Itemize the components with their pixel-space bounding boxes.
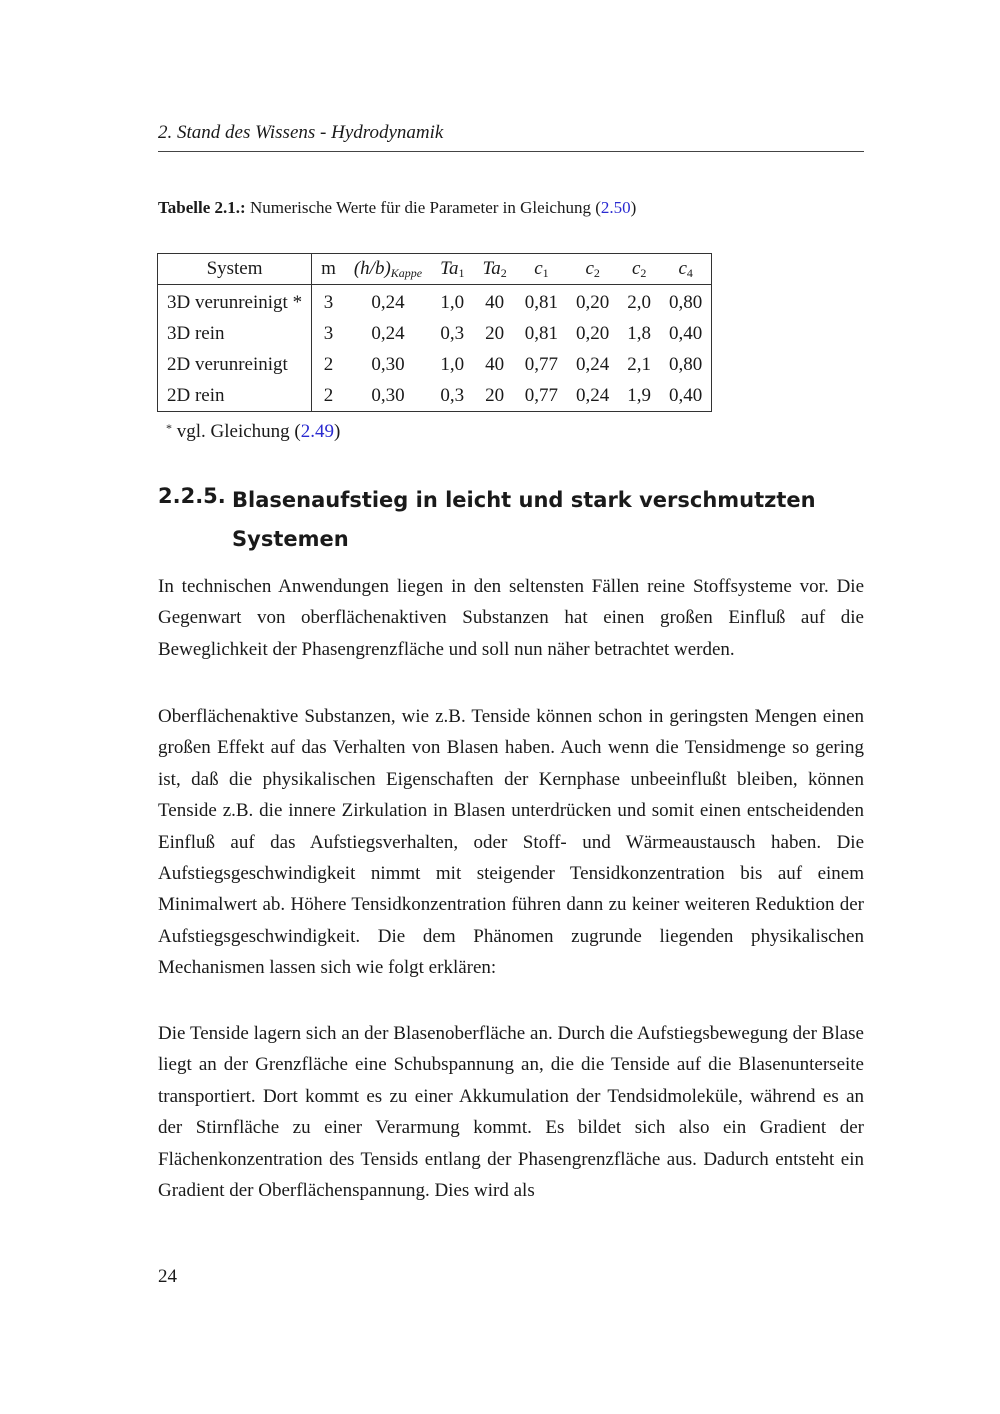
- header-hb-kappe: $(h/b)_{Kappe}$: [345, 254, 431, 285]
- footnote-mark: *: [166, 421, 172, 435]
- header-c4: $c_4$: [660, 254, 712, 285]
- cell-system: 2D rein: [158, 380, 312, 412]
- cell-hb: 0,24: [371, 291, 405, 313]
- section-heading-line2: Systemen: [232, 527, 349, 551]
- cell-c2a: 0,24: [576, 384, 610, 406]
- header-c1: $c_1$: [516, 254, 567, 285]
- cell-ta1: 0,3: [440, 384, 465, 406]
- cell-c4: 0,80: [669, 291, 703, 313]
- cell-ta1: 1,0: [440, 291, 465, 313]
- cell-m: 2: [323, 384, 334, 406]
- section-heading-line1: Blasenaufstieg in leicht und stark verschmutzten: [232, 488, 816, 512]
- cell-ta2: 20: [485, 322, 505, 344]
- page-number: 24: [158, 1266, 177, 1287]
- cell-c4: 0,40: [669, 384, 703, 406]
- table-row: [158, 380, 712, 412]
- header-rule: [158, 151, 864, 152]
- cell-c4: 0,40: [669, 322, 703, 344]
- header-c2a: $c_2$: [567, 254, 618, 285]
- cell-c2a: 0,24: [576, 353, 610, 375]
- cell-hb: 0,30: [371, 353, 405, 375]
- cell-c2a: 0,20: [576, 322, 610, 344]
- footnote-reference-link[interactable]: 2.49: [300, 421, 335, 442]
- header-m: m: [312, 254, 345, 285]
- section-number: 2.2.5.: [158, 484, 226, 508]
- cell-m: 3: [323, 322, 334, 344]
- table-caption: [158, 196, 864, 220]
- cell-hb: 0,24: [371, 322, 405, 344]
- cell-ta2: 40: [485, 353, 505, 375]
- cell-ta1: 0,3: [440, 322, 465, 344]
- header-ta2: $Ta_2$: [473, 254, 515, 285]
- cell-c2b: 1,8: [627, 322, 652, 344]
- table-row: [158, 318, 712, 349]
- footnote-text: vgl. Gleichung (: [172, 421, 301, 442]
- table-footnote: [166, 416, 340, 444]
- cell-c1: 0,77: [524, 384, 559, 406]
- cell-ta1: 1,0: [440, 353, 465, 375]
- running-header: 2. Stand des Wissens - Hydrodynamik: [158, 122, 444, 143]
- cell-c4: 0,80: [669, 353, 703, 375]
- table-row: [158, 349, 712, 380]
- cell-m: 2: [323, 353, 334, 375]
- body-paragraph-1: In technischen Anwendungen liegen in den seltensten Fällen reine Stoffsysteme vor. Die Gegenwart von oberflächenaktiven Substanzen hat einen großen Einfluß auf die Beweglichkeit der Phasengrenzfläche und soll nun näher betrachtet werden.: [158, 576, 864, 660]
- cell-ta2: 40: [485, 291, 505, 313]
- header-system: System: [158, 254, 312, 285]
- cell-hb: 0,30: [371, 384, 405, 406]
- equation-reference-link[interactable]: 2.50: [600, 198, 631, 217]
- parameter-table: [157, 253, 712, 412]
- table-caption-label: Tabelle 2.1.:: [158, 198, 246, 217]
- cell-c1: 0,81: [524, 291, 559, 313]
- header-c2b: $c_2$: [618, 254, 660, 285]
- footnote-close: ): [334, 421, 341, 442]
- cell-m: 3: [323, 291, 334, 313]
- table-caption-text: Numerische Werte für die Parameter in Gleichung (: [249, 198, 601, 217]
- cell-system: 3D rein: [158, 318, 312, 349]
- cell-c1: 0,77: [524, 353, 559, 375]
- header-ta1: $Ta_1$: [431, 254, 473, 285]
- body-paragraph-2: Oberflächenaktive Substanzen, wie z.B. Tenside können schon in geringsten Mengen einen großen Effekt auf das Verhalten von Blasen haben. Auch wenn die Tensidmenge so gering ist, daß die physikalischen Eigenschaften der Kernphase unbeeinflußt bleiben, können Tenside z.B. die innere Zirkulation in Blasen unterdrücken und somit einen entscheidenden Einfluß auf das Aufstiegsverhalten, oder Stoff- und Wärmeaustausch haben. Die Aufstiegsgeschwindigkeit nimmt mit steigender Tensidkonzentration bis auf einem Minimalwert ab. Höhere Tensidkonzentration führen dann zu keiner weiteren Reduktion der Aufstiegsgeschwindigkeit. Die dem Phänomen zugrunde liegenden physikalischen Mechanismen lassen sich wie folgt erklären:: [158, 706, 864, 979]
- cell-system: 3D verunreinigt *: [158, 285, 312, 319]
- cell-ta2: 20: [485, 384, 505, 406]
- table-header-row: [158, 254, 712, 285]
- cell-system: 2D verunreinigt: [158, 349, 312, 380]
- table-row: [158, 285, 712, 319]
- section-heading: [232, 481, 832, 559]
- cell-c2b: 2,0: [627, 291, 652, 313]
- body-paragraph-3: Die Tenside lagern sich an der Blasenoberfläche an. Durch die Aufstiegsbewegung der Blase liegt an der Grenzfläche eine Schubspannung an, die die Tenside auf die Blasenunterseite transportiert. Dort kommt es zu einer Akkumulation der Tendsidmoleküle, während es an der Stirnfläche zu einer Verarmung kommt. Es bildet sich also ein Gradient der Flächenkonzentration des Tensids entlang der Phasengrenzfläche aus. Dadurch entsteht ein Gradient der Oberflächenspannung. Dies wird als: [158, 1023, 864, 1202]
- cell-c1: 0,81: [524, 322, 559, 344]
- table-caption-close: ): [630, 198, 637, 217]
- cell-c2a: 0,20: [576, 291, 610, 313]
- cell-c2b: 2,1: [627, 353, 652, 375]
- cell-c2b: 1,9: [627, 384, 652, 406]
